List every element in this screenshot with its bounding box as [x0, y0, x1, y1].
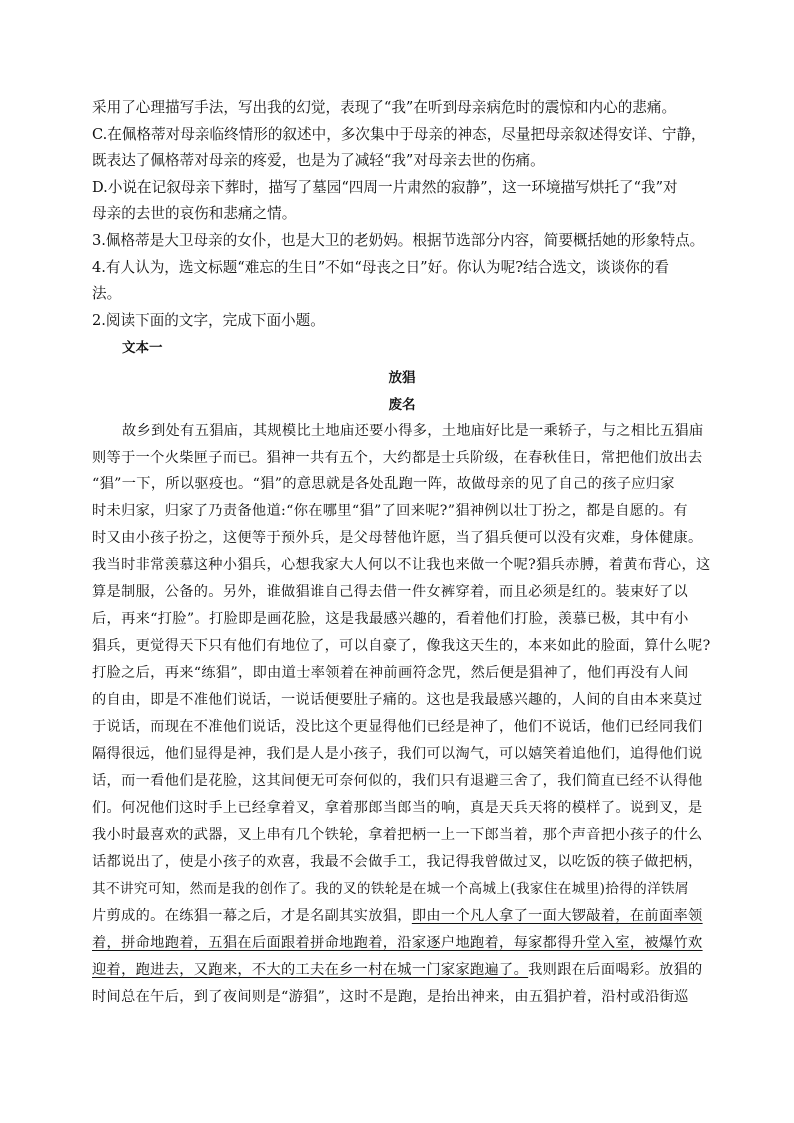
question-option-c: C.在佩格蒂对母亲临终情形的叙述中，多次集中于母亲的神态，尽量把母亲叙述得安详、宁静，: [92, 126, 706, 143]
article-line: 于说话，而现在不准他们说话，没比这个更显得他们已经是神了，他们不说话，他们已经同我们: [92, 719, 703, 735]
article-line: 的自由，即是不准他们说话，一说话便要肚子痛的。这也是我最感兴趣的，人间的自由本来莫过: [92, 692, 703, 708]
question-option-c-line2: 既表达了佩格蒂对母亲的疼爱，也是为了减轻“我”对母亲去世的伤痛。: [92, 152, 545, 169]
article-line: 则等于一个火柴匣子而已。猖神一共有五个，大约都是士兵阶级，在春秋佳日，常把他们放出去: [92, 450, 703, 466]
question-option-b-line2: 采用了心理描写手法，写出我的幻觉，表现了“我”在听到母亲病危时的震惊和内心的悲痛。: [92, 99, 677, 116]
article-line: 后，再来“打脸”。打脸即是画花脸，这是我最感兴趣的，看着他们打脸，羡慕已极，其中有小: [92, 611, 689, 627]
question-option-d: D.小说在记叙母亲下葬时，描写了墓园“四周一片肃然的寂静”，这一环境描写烘托了“我”对: [92, 179, 678, 196]
article-line: 算是制服，公备的。另外，谁做猖谁自己得去借一件女裤穿着，而且必须是红的。装束好了以: [92, 584, 689, 600]
article-line: 我小时最喜欢的武器，叉上串有几个铁轮，拿着把柄一上一下郎当着，那个声音把小孩子的什么: [92, 827, 703, 843]
article-line: 们。何况他们这时手上已经拿着叉，拿着那郎当郎当的响，真是天兵天将的模样了。说到叉，是: [92, 800, 703, 816]
underlined-passage: 迎着，跑进去，又跑来，不大的工夫在乡一村在城一门家家跑遍了。: [92, 962, 529, 978]
article-line: 时又由小孩子扮之，这便等于预外兵，是父母替他许愿，当了猖兵便可以没有灾难，身体健康。: [92, 530, 703, 546]
article-line: 故乡到处有五猖庙，其规模比土地庙还要小得多，土地庙好比是一乘轿子，与之相比五猖庙: [122, 423, 704, 439]
article-line-text: 片剪成的。在练猖一幕之后，才是名副其实放猖，: [92, 908, 412, 924]
article-line: 隔得很远，他们显得是神，我们是人是小孩子，我们可以淘气，可以嬉笑着追他们，追得他们说: [92, 746, 703, 762]
article-line: 话，而一看他们是花脸，这其间便无可奈何似的，我们只有退避三舍了，我们简直已经不认得他: [92, 773, 703, 789]
reading-instruction: 2.阅读下面的文字，完成下面小题。: [92, 312, 325, 329]
article-title: 放猖: [388, 370, 416, 386]
article-line: 猖兵，更觉得天下只有他们有地位了，可以自豪了，像我这天生的，本来如此的脸面，算什么呢?: [92, 638, 711, 654]
article-line: 时间总在午后，到了夜间则是“游猖”，这时不是跑，是抬出神来，由五猖护着，沿村或沿街巡: [92, 989, 689, 1005]
underlined-passage: 即由一个凡人拿了一面大锣敲着，在前面率领: [411, 908, 703, 924]
article-line-text: 我则跟在后面喝彩。放猖的: [528, 962, 703, 978]
article-line: 我当时非常羡慕这种小猖兵，心想我家大人何以不让我也来做一个呢?猖兵赤膊，着黄布背心，这: [92, 557, 711, 573]
text-label: 文本一: [122, 340, 163, 356]
article-author: 废名: [388, 397, 416, 413]
article-line: 打脸之后，再来“练猖”，即由道士率领着在神前画符念咒，然后便是猖神了，他们再没有人间: [92, 665, 689, 681]
question-3: 3.佩格蒂是大卫母亲的女仆，也是大卫的老奶妈。根据节选部分内容，简要概括她的形象特点。: [92, 232, 705, 249]
question-4: 4.有人认为，选文标题“难忘的生日”不如“母丧之日”好。你认为呢?结合选文，谈谈你的看: [92, 259, 669, 276]
article-line: [92, 906, 703, 926]
question-4-line2: 法。: [92, 285, 122, 302]
question-option-d-line2: 母亲的去世的哀伤和悲痛之情。: [92, 205, 297, 222]
article-line: 其不讲究可知，然而是我的创作了。我的叉的铁轮是在城一个高城上(我家住在城里)拾得的洋铁屑: [92, 881, 689, 897]
article-line: “猖”一下，所以驱疫也。“猖”的意思就是各处乱跑一阵，故做母亲的见了自己的孩子应归家: [92, 476, 675, 492]
article-line: [92, 960, 703, 980]
underlined-passage: 着，拼命地跑着，五猖在后面跟着拼命地跑着，沿家逐户地跑着，每家都得升堂入室，被爆竹欢: [92, 935, 703, 951]
article-line: 时未归家，归家了乃责备他道:“你在哪里“猖”了回来呢?”猖神例以壮丁扮之，都是自愿的。有: [92, 503, 688, 519]
article-line: 话都说出了，使是小孩子的欢喜，我最不会做手工，我记得我曾做过叉，以吃饭的筷子做把柄，: [92, 854, 703, 870]
